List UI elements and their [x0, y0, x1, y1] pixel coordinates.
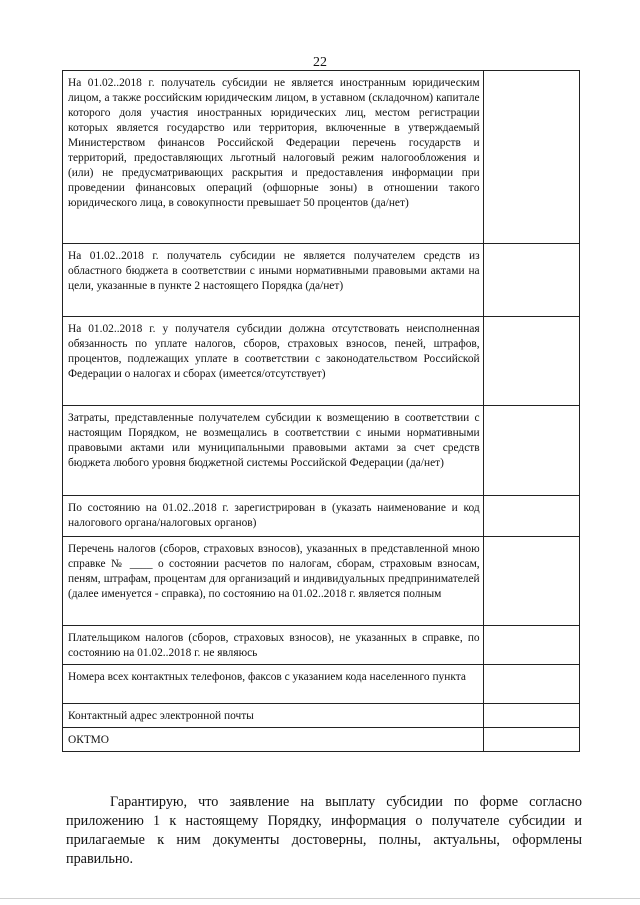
answer-cell[interactable]	[483, 496, 579, 537]
question-cell: ОКТМО	[63, 728, 484, 752]
table-row	[63, 71, 580, 244]
answer-cell[interactable]	[483, 71, 579, 244]
question-cell: На 01.02..2018 г. у получателя субсидии должна отсутствовать неисполненная обязанность по уплате налогов, сборов, страховых взносов, пеней, штрафов, процентов, подлежащих уплате в соответствии с законодательством Российской Федерации о налогах и сборах (имеется/отсутствует)	[63, 317, 484, 406]
guarantee-paragraph: Гарантирую, что заявление на выплату субсидии по форме согласно приложению 1 к настоящему Порядку, информация о получателе субсидии и прилагаемые к ним документы достоверны, полны, актуальны, оформлены правильно.	[66, 794, 582, 868]
question-cell: Перечень налогов (сборов, страховых взносов), указанных в представленной мною справке № ____ о состоянии расчетов по налогам, сборам, страховым взносам, пеням, штрафам, процентам для организаций и индивидуальных предпринимателей (далее именуется - справка), по состоянию на 01.02..2018 г. является полным	[63, 537, 484, 626]
answer-cell[interactable]	[483, 728, 579, 752]
page-bottom-divider	[0, 898, 640, 899]
question-cell: Плательщиком налогов (сборов, страховых взносов), не указанных в справке, по состоянию на 01.02..2018 г. не являюсь	[63, 626, 484, 665]
table-row	[63, 704, 580, 728]
answer-cell[interactable]	[483, 626, 579, 665]
page-number: 22	[313, 55, 327, 70]
table-row	[63, 665, 580, 704]
table-row	[63, 626, 580, 665]
answer-cell[interactable]	[483, 244, 579, 317]
table-row	[63, 406, 580, 496]
question-cell: На 01.02..2018 г. получатель субсидии не является получателем средств из областного бюджета в соответствии с иными нормативными правовыми актами на цели, указанные в пункте 2 настоящего Порядка (да/нет)	[63, 244, 484, 317]
answer-cell[interactable]	[483, 537, 579, 626]
question-cell: По состоянию на 01.02..2018 г. зарегистрирован в (указать наименование и код налогового органа/налоговых органов)	[63, 496, 484, 537]
question-cell: Номера всех контактных телефонов, факсов с указанием кода населенного пункта	[63, 665, 484, 704]
table-row	[63, 728, 580, 752]
answer-cell[interactable]	[483, 406, 579, 496]
question-cell: На 01.02..2018 г. получатель субсидии не является иностранным юридическим лицом, а также российским юридическим лицом, в уставном (складочном) капитале которого доля участия иностранных юридических лиц, местом регистрации которых является государство или территория, включенные в утверждаемый Министерством финансов Российской Федерации перечень государств и территорий, предоставляющих льготный налоговый режим налогообложения и (или) не предусматривающих раскрытия и предоставления информации при проведении финансовых операций (офшорные зоны) в отношении такого юридического лица, в совокупности превышает 50 процентов (да/нет)	[63, 71, 484, 244]
question-cell: Контактный адрес электронной почты	[63, 704, 484, 728]
table-row	[63, 537, 580, 626]
declaration-table	[62, 70, 580, 752]
answer-cell[interactable]	[483, 704, 579, 728]
question-cell: Затраты, представленные получателем субсидии к возмещению в соответствии с настоящим Порядком, не возмещались в соответствии с иными нормативными правовыми актами или муниципальными правовыми актами за счет средств бюджета любого уровня бюджетной системы Российской Федерации (да/нет)	[63, 406, 484, 496]
table-row	[63, 317, 580, 406]
answer-cell[interactable]	[483, 665, 579, 704]
table-row	[63, 496, 580, 537]
answer-cell[interactable]	[483, 317, 579, 406]
table-row	[63, 244, 580, 317]
